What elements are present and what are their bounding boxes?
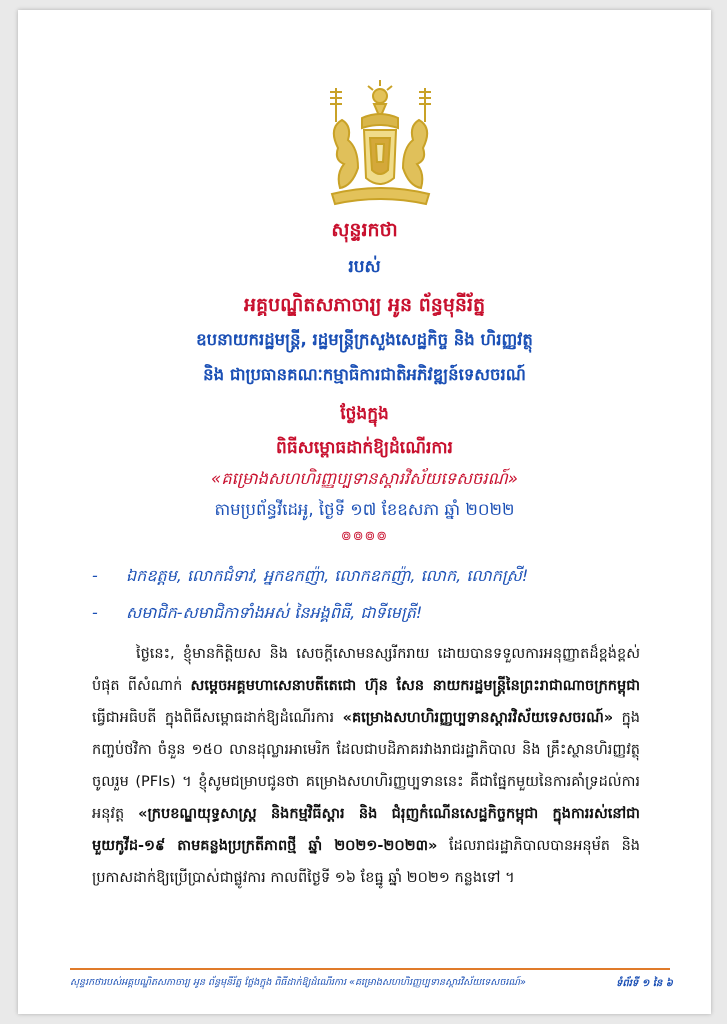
speaker-committee: និង ជាប្រធានគណៈកម្មាធិការជាតិអភិវឌ្ឍន៍ទេសចរណ៍ [203,365,526,384]
dash-bullet: - [92,566,98,585]
page-number: ទំព័រទី ១ នៃ ៦ [616,978,673,989]
date-line: តាមប្រព័ន្ធវីដេអូ, ថ្ងៃទី ១៧ ខែឧសភា ឆ្នាំ ២០២២ [214,500,515,519]
speech-label: សុន្ទរកថា [331,219,398,241]
body-bold-text: សម្តេចអគ្គមហាសេនាបតីតេជោ ហ៊ុន សែន នាយករដ្ឋមន្ត្រីនៃព្រះរាជាណាចក្រកម្ពុជា [190,678,640,694]
dash-bullet: - [92,603,98,622]
body-bold-text: «ក្របខណ្ឌយុទ្ធសាស្ត្រ និងកម្មវិធីស្តារ និង ជំរុញកំណើនសេដ្ឋកិច្ចកម្ពុជា ក្នុងការរស់នៅជាមួយកូវីដ-១៩ តាមគន្លងប្រក្រតីភាពថ្មី ឆ្នាំ ២០២១-២០២៣» [92,806,640,854]
body-text: ក្នុងកញ្ចប់ថវិកា ចំនួន ១៥០ លានដុល្លារអាមេរិក ដែលជាបដិភាគរវាងរាជរដ្ឋាភិបាល និង គ្រឹះស្ថានហិរញ្ញវត្ថុចូលរួម (PFIs) ។ ខ្ញុំសូមជម្រាបជូនថា គម្រោងសហហិរញ្ញប្បទាននេះ គឺជាផ្នែកមួយនៃការគាំទ្រដល់ការអនុវត្ត [92,710,640,822]
body-text: ដែលរាជរដ្ឋាភិបាលបានអនុម័ត និង ប្រកាសដាក់ឱ្យប្រើប្រាស់ជាផ្លូវការ កាលពីថ្ងៃទី ១៦ ខែធ្នូ ឆ្នាំ ២០២១ កន្លងទៅ ។ [92,838,640,886]
greeting-line-1 [92,565,528,589]
delivered-at-label: ថ្លែងក្នុង [340,404,389,424]
royal-arms-emblem-icon [318,78,443,213]
speaker-title: ឧបនាយករដ្ឋមន្ត្រី, រដ្ឋមន្ត្រីក្រសួងសេដ្ឋកិច្ច និង ហិរញ្ញវត្ថុ [196,330,533,349]
body-text: ធ្វើជាអធិបតី ក្នុងពិធីសម្ពោធដាក់ឱ្យដំណើរការ [92,710,343,726]
body-paragraph [92,638,640,894]
footer-divider [70,968,670,970]
project-title: «គម្រោងសហហិរញ្ញប្បទានស្តារវិស័យទេសចរណ៍» [211,469,518,488]
greeting-text: សមាជិក-សមាជិកាទាំងអស់ នៃអង្គពិធី, ជាទីមេត្រី! [126,603,423,622]
greeting-text: ឯកឧត្តម, លោកជំទាវ, អ្នកឧកញ៉ា, លោកឧកញ៉ា, លោក, លោកស្រី! [126,566,529,585]
greeting-line-2 [92,602,422,626]
ceremony-title: ពិធីសម្ពោធដាក់ឱ្យដំណើរការ [276,438,453,458]
document-page [18,10,711,1014]
body-bold-text: «គម្រោងសហហិរញ្ញប្បទានស្តារវិស័យទេសចរណ៍» [342,710,614,726]
footer-caption: សុន្ទរកថារបស់អគ្គបណ្ឌិតសភាចារ្យ អូន ព័ន្ធមុនីរ័ត្ន ថ្លែងក្នុង ពិធីដាក់ឱ្យដំណើរការ «គម្រោងសហហិរញ្ញប្បទានស្តារវិស័យទេសចរណ៍» [70,977,526,988]
body-text: ថ្ងៃនេះ, ខ្ញុំមានកិត្តិយស និង សេចក្តីសោមនស្សរីករាយ ដោយបានទទួលការអនុញ្ញាតដ៏ខ្ពង់ខ្ពស់បំផុត ពីសំណាក់ [92,646,640,694]
ornament-divider: ៙៙៙៙ [340,529,389,544]
speaker-name: អគ្គបណ្ឌិតសភាចារ្យ អូន ព័ន្ធមុនីរ័ត្ន [243,294,486,316]
of-label: របស់ [348,257,381,277]
